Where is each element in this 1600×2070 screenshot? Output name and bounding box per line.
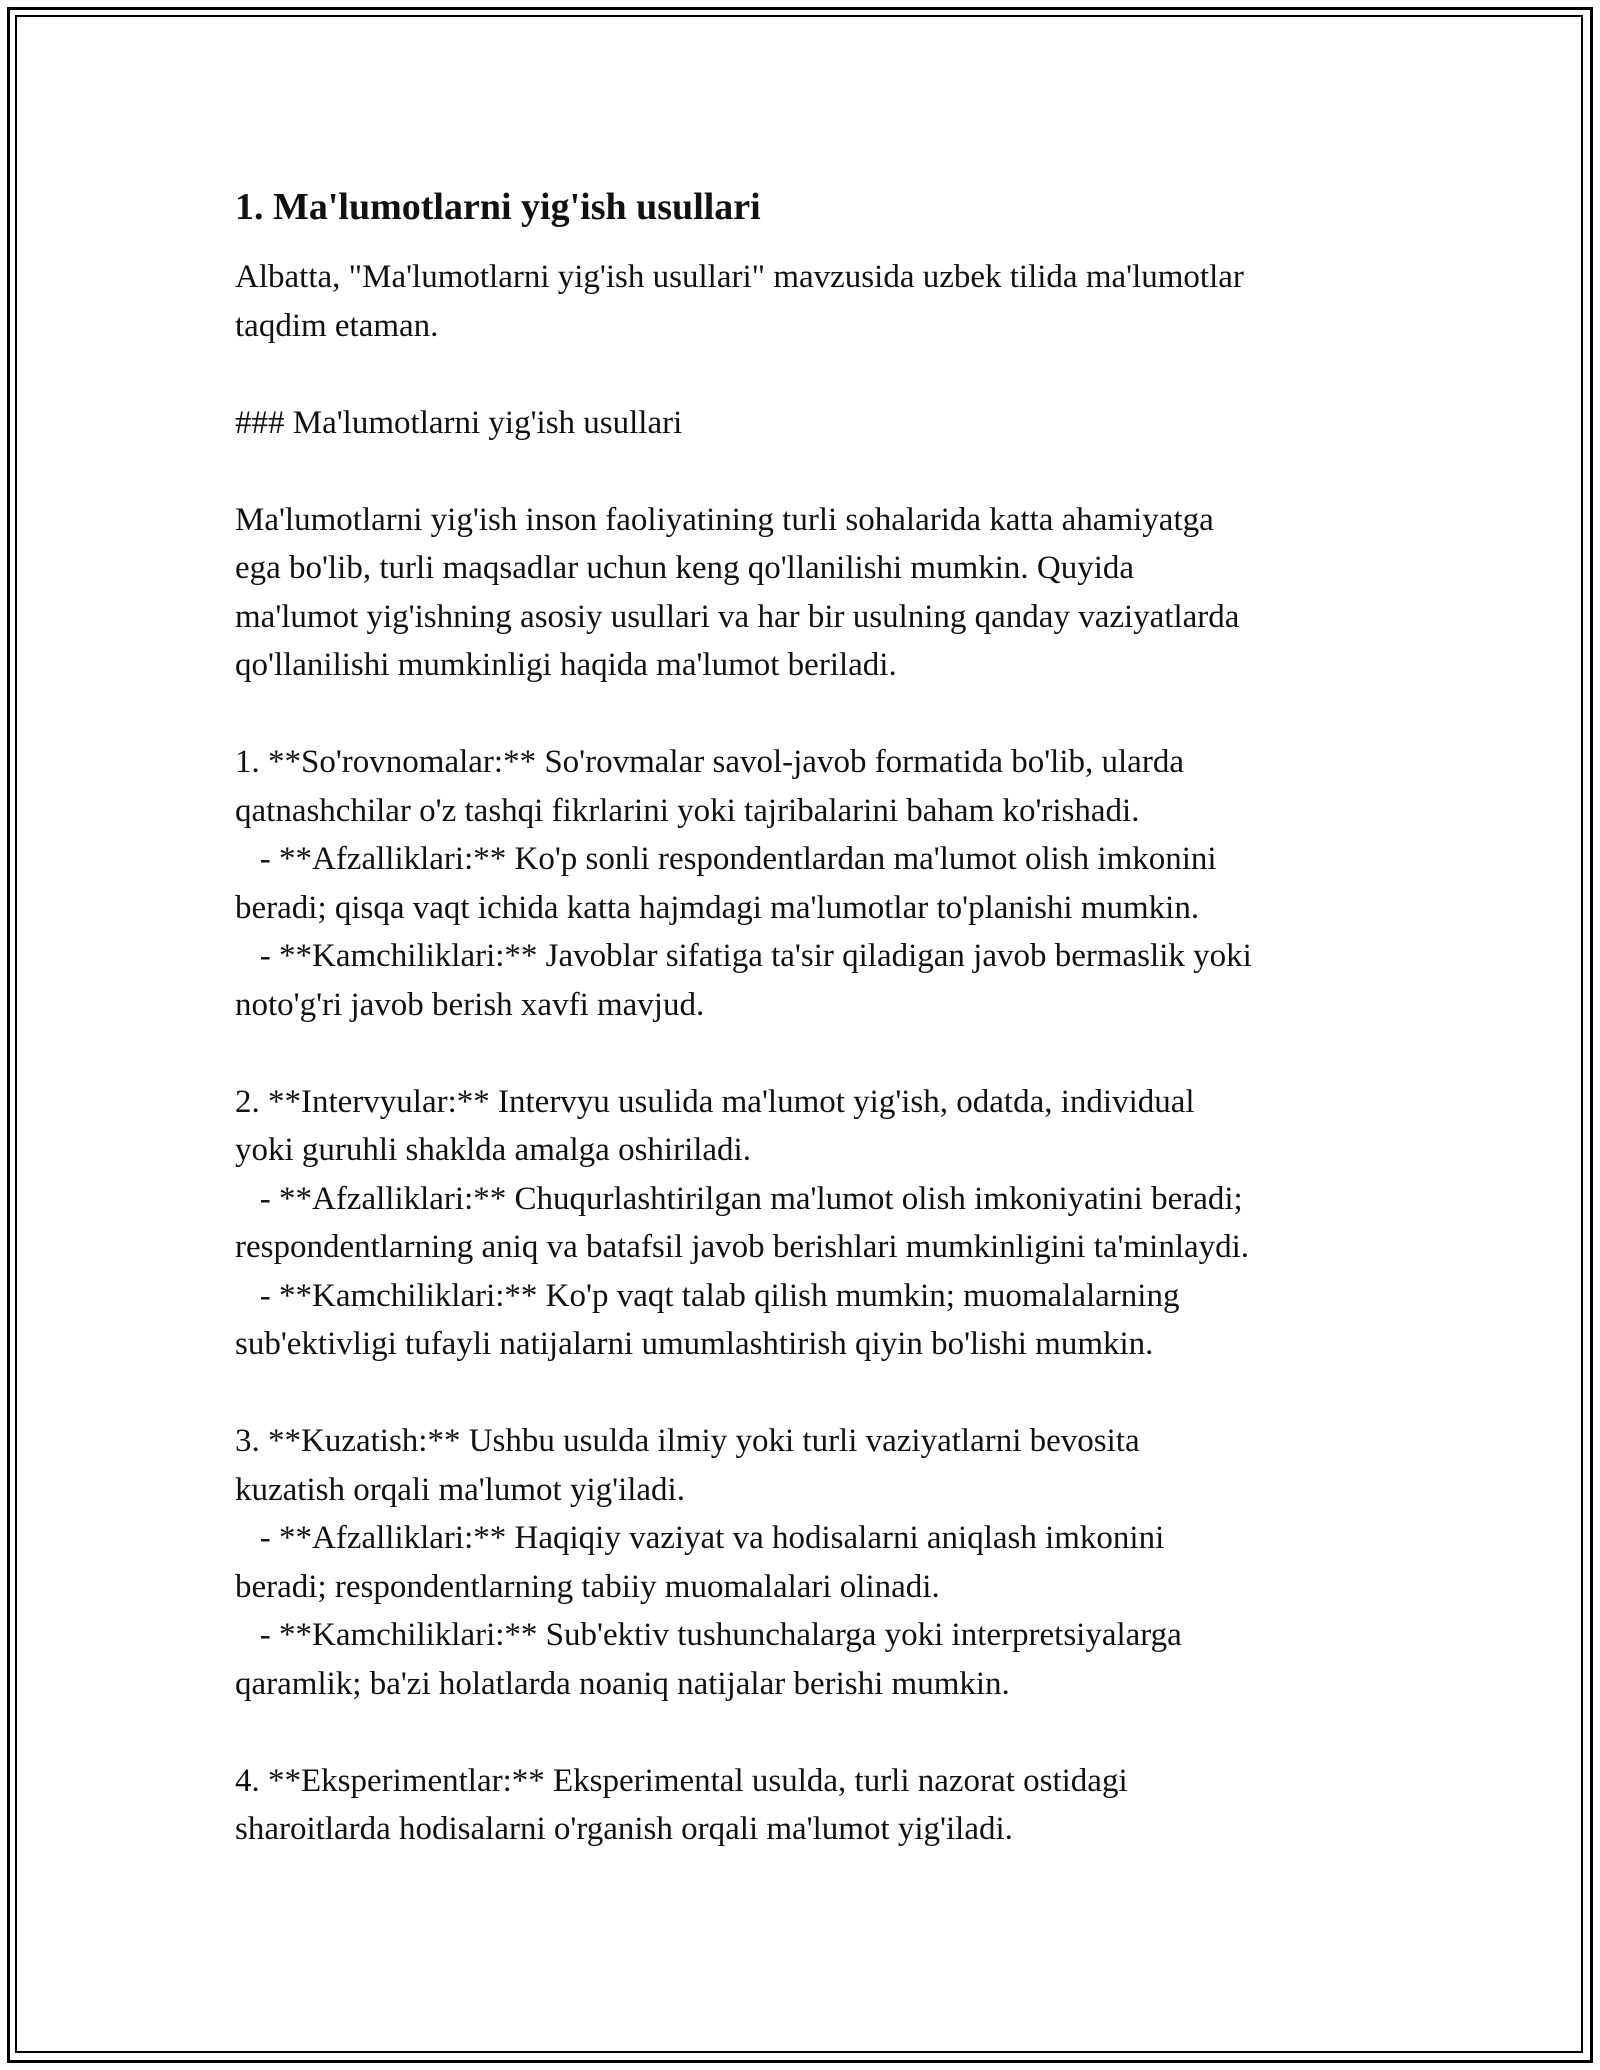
method-line: - **Afzalliklari:** Chuqurlashtirilgan ma'lumot olish imkoniyatini beradi; <box>235 1180 1243 1217</box>
method-line: 1. **So'rovnomalar:** So'rovmalar savol-javob formatida bo'lib, ularda <box>235 744 1184 780</box>
method-interviews <box>235 1078 1375 1369</box>
method-line: 3. **Kuzatish:** Ushbu usulda ilmiy yoki turli vaziyatlarni bevosita <box>235 1423 1140 1459</box>
overview-paragraph <box>235 496 1375 690</box>
method-line: - **Kamchiliklari:** Javoblar sifatiga ta'sir qiladigan javob bermaslik yoki <box>235 938 1252 974</box>
intro-line: taqdim etaman. <box>235 307 439 344</box>
method-line: - **Afzalliklari:** Ko'p sonli respondentlardan ma'lumot olish imkonini <box>235 841 1217 877</box>
intro-line: Albatta, "Ma'lumotlarni yig'ish usullari" mavzusida uzbek tilida ma'lumotlar <box>235 259 1244 295</box>
method-line: - **Afzalliklari:** Haqiqiy vaziyat va hodisalarni aniqlash imkonini <box>235 1520 1165 1556</box>
method-line: - **Kamchiliklari:** Ko'p vaqt talab qilish mumkin; muomalalarning <box>235 1277 1180 1314</box>
method-line: qaramlik; ba'zi holatlarda noaniq natijalar berishi mumkin. <box>235 1665 1010 1702</box>
method-line: beradi; qisqa vaqt ichida katta hajmdagi ma'lumotlar to'planishi mumkin. <box>235 889 1200 926</box>
method-line: sub'ektivligi tufayli natijalarni umumlashtirish qiyin bo'lishi mumkin. <box>235 1326 1154 1362</box>
overview-line: Ma'lumotlarni yig'ish inson faoliyatining turli sohalarida katta ahamiyatga <box>235 501 1214 538</box>
intro-paragraph <box>235 253 1375 350</box>
overview-line: qo'llanilishi mumkinligi haqida ma'lumot beriladi. <box>235 647 897 683</box>
method-line: beradi; respondentlarning tabiiy muomalalari olinadi. <box>235 1568 940 1605</box>
method-line: respondentlarning aniq va batafsil javob berishlari mumkinligini ta'minlaydi. <box>235 1229 1250 1265</box>
method-line: kuzatish orqali ma'lumot yig'iladi. <box>235 1471 685 1508</box>
method-line: qatnashchilar o'z tashqi fikrlarini yoki tajribalarini baham ko'rishadi. <box>235 792 1140 829</box>
method-line: 2. **Intervyular:** Intervyu usulida ma'lumot yig'ish, odatda, individual <box>235 1083 1195 1120</box>
method-line: yoki guruhli shaklda amalga oshiriladi. <box>235 1132 751 1168</box>
section-subheading: ### Ma'lumotlarni yig'ish usullari <box>235 404 683 441</box>
method-line: 4. **Eksperimentlar:** Eksperimental usulda, turli nazorat ostidagi <box>235 1762 1128 1799</box>
method-line: sharoitlarda hodisalarni o'rganish orqali ma'lumot yig'iladi. <box>235 1811 1013 1847</box>
method-surveys <box>235 738 1375 1029</box>
document-title: 1. Ma'lumotlarni yig'ish usullari <box>235 186 761 228</box>
overview-line: ma'lumot yig'ishning asosiy usullari va har bir usulning qanday vaziyatlarda <box>235 598 1240 635</box>
method-line: noto'g'ri javob berish xavfi mavjud. <box>235 986 705 1023</box>
method-observation <box>235 1417 1375 1708</box>
method-line: - **Kamchiliklari:** Sub'ektiv tushunchalarga yoki interpretsiyalarga <box>235 1617 1182 1653</box>
method-experiments <box>235 1757 1375 1854</box>
document-body <box>235 185 1375 1854</box>
overview-line: ega bo'lib, turli maqsadlar uchun keng qo'llanilishi mumkin. Quyida <box>235 550 1135 586</box>
